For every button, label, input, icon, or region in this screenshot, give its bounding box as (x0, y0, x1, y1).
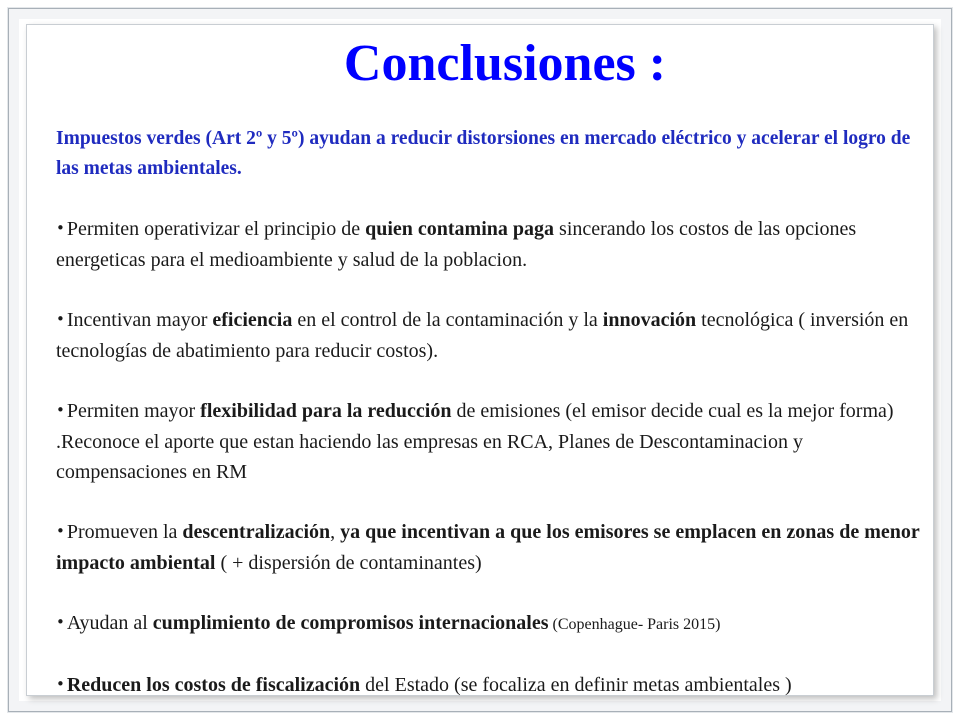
bullet-5-small-text: (Copenhague- Paris 2015) (548, 616, 721, 633)
bullet-5-bold-1: cumplimiento de compromisos internacionales (152, 612, 549, 634)
bullet-5 (56, 608, 928, 640)
bullet-2-text-3: tecnológica ( inversión en tecnologías de abatimiento para reducir costos). (56, 309, 909, 362)
bullet-3-text-2: de emisiones (el emisor decide cual es la mejor forma) .Reconoce el aporte que estan haciendo las empresas en RCA, Planes de Descontaminacion y compensaciones en RM (56, 400, 894, 483)
bullet-5-text-1: Ayudan al (66, 612, 153, 634)
bullet-3-bold-1: flexibilidad para la reducción (200, 400, 452, 422)
bullet-1-text-2: sincerando los costos de las opciones energeticas para el medioambiente y salud de la poblacion. (56, 218, 857, 271)
slide-content (56, 124, 928, 701)
bullet-4-text-1: Promueven la (66, 521, 183, 543)
bullet-dot-icon: • (56, 310, 65, 328)
bullet-2-bold-1: eficiencia (212, 309, 293, 331)
bullet-6-text-1: del Estado (se focaliza en definir metas ambientales ) (360, 674, 792, 696)
bullet-3-text-1: Permiten mayor (66, 400, 201, 422)
slide-title: Conclusiones : (343, 35, 667, 92)
bullet-4-bold-1: descentralización (182, 521, 331, 543)
bullet-4 (56, 517, 928, 578)
bullet-1-text-1: Permiten operativizar el principio de (66, 218, 366, 240)
bullet-1 (56, 214, 928, 275)
bullet-4-text-3: ( + dispersión de contaminantes) (215, 552, 482, 574)
bullet-4-bold-2: ya que incentivan a que los emisores se emplacen en zonas de menor impacto ambiental (56, 521, 920, 574)
intro-paragraph: Impuestos verdes (Art 2º y 5º) ayudan a reducir distorsiones en mercado eléctrico y acelerar el logro de las metas ambientales. (56, 128, 911, 179)
bullet-2 (56, 305, 928, 366)
bullet-2-text-2: en el control de la contaminación y la (292, 309, 603, 331)
bullet-dot-icon: • (56, 613, 65, 631)
bullet-1-bold-1: quien contamina paga (365, 218, 555, 240)
bullet-2-text-1: Incentivan mayor (66, 309, 213, 331)
bullet-dot-icon: • (56, 675, 65, 693)
bullet-2-bold-2: innovación (602, 309, 697, 331)
bullet-dot-icon: • (56, 219, 65, 237)
bullet-dot-icon: • (56, 401, 65, 419)
bullet-4-text-2: , (330, 521, 341, 543)
bullet-dot-icon: • (56, 522, 65, 540)
bullet-3 (56, 396, 928, 487)
bullet-6 (56, 670, 928, 701)
bullet-6-bold-1: Reducen los costos de fiscalización (66, 674, 361, 696)
